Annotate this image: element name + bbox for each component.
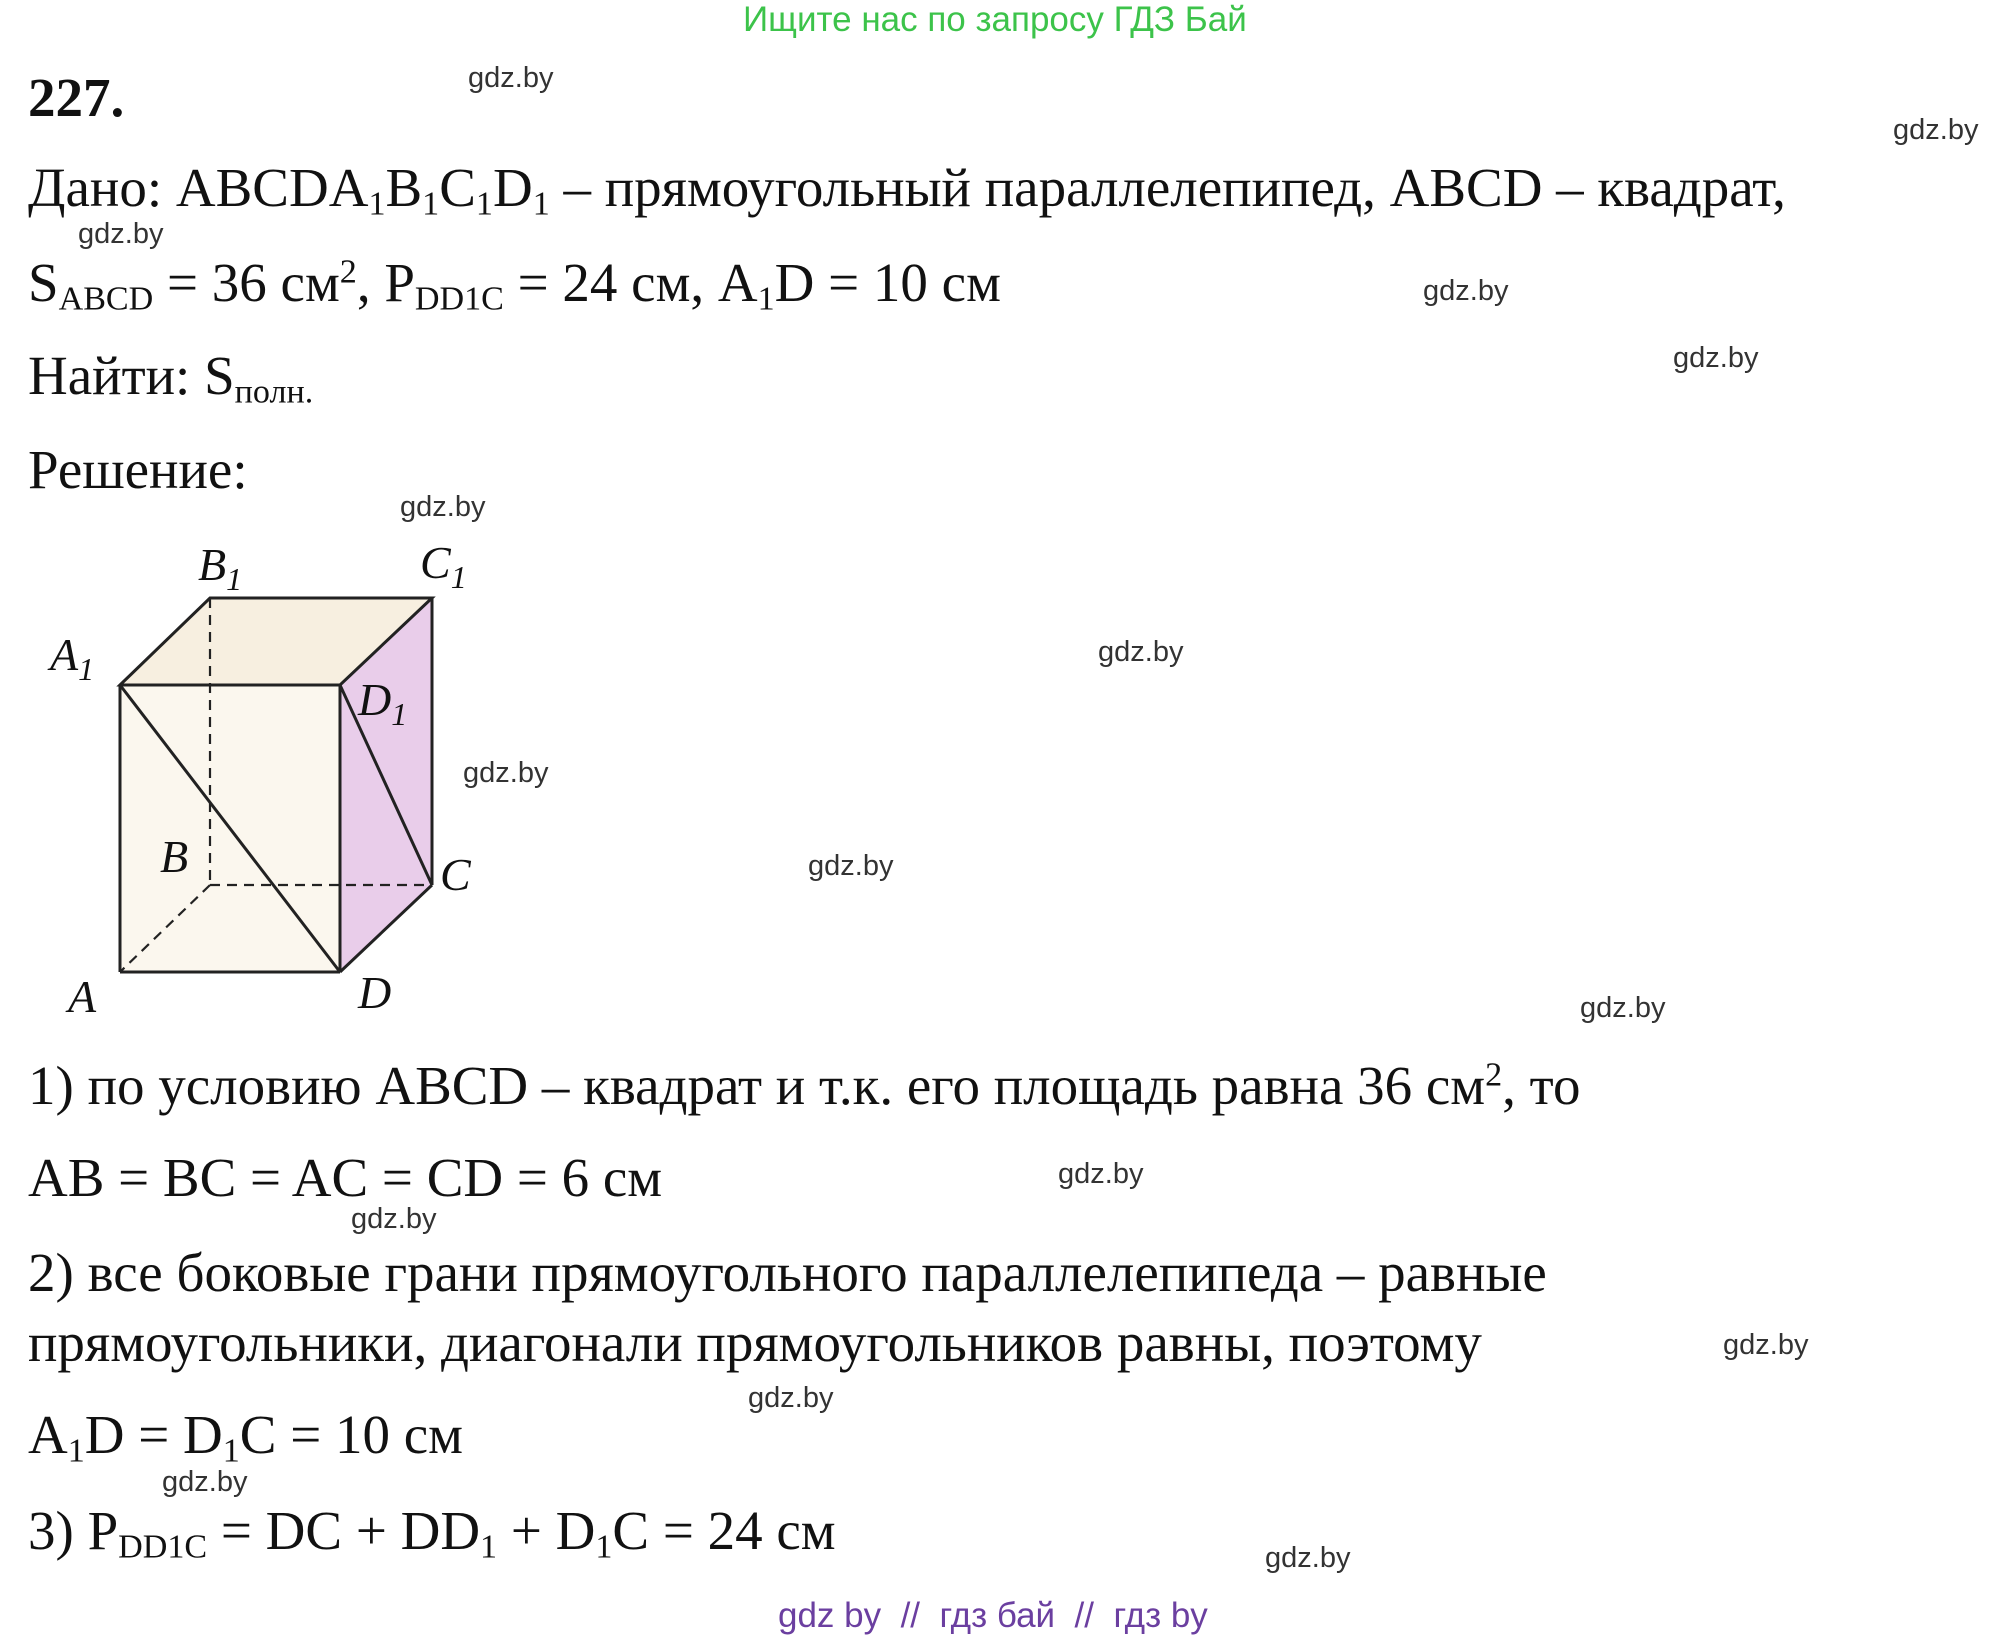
label-d: D [358,967,392,1018]
watermark: gdz.by [162,1466,248,1498]
watermark: gdz.by [1580,992,1666,1024]
sub-one: 1 [480,1528,498,1566]
watermark: gdz.by [400,491,486,523]
letter-b: B [385,157,423,218]
letter-a: A [28,1404,68,1465]
p-sub: DD1C [414,280,504,318]
sub-one: 1 [222,1432,240,1470]
squared: 2 [1485,1056,1503,1094]
watermark: gdz.by [1058,1158,1144,1190]
p-value: = 24 см, A [503,252,758,313]
step3-mid2: + D [497,1500,596,1561]
letter-c: C [439,157,476,218]
find-label: Найти: S [28,345,235,406]
sub-one: 1 [67,1432,85,1470]
p-letter: , P [356,252,415,313]
label-a1: $A_1$ [50,629,95,687]
sub-one: 1 [368,185,386,223]
p-sub: DD1C [118,1528,208,1566]
step3-mid: = DC + DD [207,1500,481,1561]
step2-end: C = 10 см [239,1404,463,1465]
watermark: gdz.by [468,62,554,94]
watermark: gdz.by [808,850,894,882]
label-a: A [68,971,97,1020]
s-letter: S [28,252,59,313]
watermark: gdz.by [1673,342,1759,374]
label-d1: $D_1$ [358,674,408,732]
sub-one: 1 [757,280,775,318]
label-b: B [160,831,189,882]
label-c1: $C_1$ [420,537,467,595]
sub-one: 1 [422,185,440,223]
squared: 2 [339,253,357,291]
letter-d: D [492,157,533,218]
footer-text: gdz by // гдз бай // гдз by [778,1596,1208,1635]
parallelepiped-figure [40,520,500,1020]
step2-mid: D = D [84,1404,223,1465]
step1-line1 [28,1055,1581,1116]
banner-text: Ищите нас по запросу ГДЗ Бай [743,0,1247,39]
watermark: gdz.by [1423,275,1509,307]
watermark: gdz.by [1098,636,1184,668]
label-c: C [440,849,471,900]
watermark: gdz.by [351,1203,437,1235]
given-line-2 [28,252,1001,318]
find-line [28,345,314,411]
given-text: – прямоугольный параллелепипед, ABCD – квадрат, [549,157,1786,218]
given-line-1 [28,157,1786,223]
task-number: 227. [28,67,125,128]
watermark: gdz.by [748,1382,834,1414]
a1d-value: D = 10 см [774,252,1001,313]
step1-text: 1) по условию ABCD – квадрат и т.к. его площадь равна 36 см [28,1055,1486,1116]
s-value: = 36 см [153,252,340,313]
step1-end: , то [1502,1055,1581,1116]
step1-line2: AB = BC = AC = CD = 6 см [28,1147,663,1208]
step2-line3 [28,1404,463,1470]
step2-line2: прямоугольники, диагонали прямоугольников равны, поэтому [28,1312,1482,1373]
step2-line1: 2) все боковые грани прямоугольного параллелепипеда – равные [28,1242,1547,1303]
watermark: gdz.by [1893,114,1979,146]
step3-end: C = 24 см [612,1500,836,1561]
sub-one: 1 [595,1528,613,1566]
watermark: gdz.by [1723,1329,1809,1361]
solution-label: Решение: [28,439,248,500]
watermark: gdz.by [463,757,549,789]
given-solid: ABCDA [175,157,369,218]
sub-one: 1 [532,185,550,223]
s-sub: ABCD [58,280,154,318]
watermark: gdz.by [1265,1542,1351,1574]
find-sub: полн. [234,373,314,411]
given-label: Дано: [28,157,163,218]
sub-one: 1 [475,185,493,223]
step3-pre: 3) P [28,1500,119,1561]
label-b1: $B_1$ [198,539,243,597]
watermark: gdz.by [78,218,164,250]
step3-line [28,1500,836,1566]
